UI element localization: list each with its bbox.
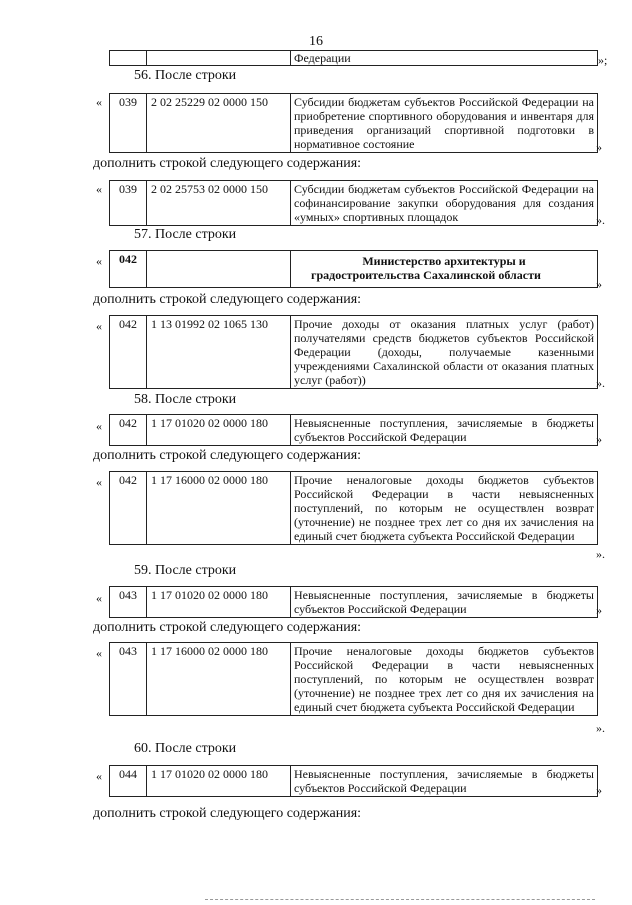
opening-quote: «	[96, 475, 102, 489]
closing-quote: »	[596, 140, 602, 154]
table-row	[109, 93, 598, 153]
opening-quote: «	[96, 419, 102, 433]
add-instruction: дополнить строкой следующего содержания:	[93, 292, 362, 307]
section-heading: 58. После строки	[134, 392, 237, 407]
page-number: 16	[309, 34, 323, 49]
opening-quote: «	[96, 769, 102, 783]
closing-quote: »	[596, 432, 602, 446]
budget-code: 1 17 01020 02 0000 180	[147, 766, 291, 797]
row-text: Субсидии бюджетам субъектов Российской Федерации на софинансирование закупки оборудования для создания «умных» спортивных площадок	[291, 181, 598, 226]
budget-code: 1 17 01020 02 0000 180	[147, 415, 291, 446]
opening-quote: «	[96, 254, 102, 268]
closing-quote: »	[596, 603, 602, 617]
budget-code: 1 13 01992 02 1065 130	[147, 316, 291, 389]
closing-quote: »	[596, 783, 602, 797]
admin-code: 043	[110, 587, 147, 618]
row-text: Прочие доходы от оказания платных услуг (работ) получателями средств бюджетов субъектов Российской Федерации (доходы, получаемые казенными учреждениями Сахалинской области от оказания платных услуг (работ))	[291, 316, 598, 389]
row-text: Прочие неналоговые доходы бюджетов субъектов Российской Федерации в части невыясненных поступлений, по которым не осуществлен возврат (уточнение) не позднее трех лет со дня их зачисления на единый счет бюджета субъекта Российской Федерации	[291, 472, 598, 545]
admin-code: 042	[110, 316, 147, 389]
budget-code: 1 17 01020 02 0000 180	[147, 587, 291, 618]
budget-code	[147, 251, 291, 288]
row-text: Прочие неналоговые доходы бюджетов субъектов Российской Федерации в части невыясненных поступлений, по которым не осуществлен возврат (уточнение) не позднее трех лет со дня их зачисления на единый счет бюджета субъекта Российской Федерации	[291, 643, 598, 716]
opening-quote: «	[96, 182, 102, 196]
add-instruction: дополнить строкой следующего содержания:	[93, 806, 362, 821]
table-row	[109, 414, 598, 446]
row-text: Министерство архитектуры и градостроительства Сахалинской области	[291, 251, 598, 288]
closing-quote: ».	[596, 376, 605, 390]
table-row	[109, 765, 598, 797]
table-row	[109, 180, 598, 226]
table-row	[109, 471, 598, 545]
admin-code: 042	[110, 472, 147, 545]
add-instruction: дополнить строкой следующего содержания:	[93, 620, 362, 635]
section-heading: 57. После строки	[134, 227, 237, 242]
row-text: Невыясненные поступления, зачисляемые в бюджеты субъектов Российской Федерации	[291, 766, 598, 797]
closing-quote: ».	[596, 721, 605, 735]
opening-quote: «	[96, 319, 102, 333]
add-instruction: дополнить строкой следующего содержания:	[93, 156, 362, 171]
row-text: Невыясненные поступления, зачисляемые в бюджеты субъектов Российской Федерации	[291, 587, 598, 618]
closing-quote: »;	[598, 53, 608, 67]
page-edge-line	[205, 899, 595, 900]
admin-code: 042	[110, 251, 147, 288]
budget-code: 2 02 25229 02 0000 150	[147, 94, 291, 153]
section-heading: 60. После строки	[134, 741, 237, 756]
closing-quote: ».	[596, 547, 605, 561]
admin-code: 039	[110, 94, 147, 153]
budget-code: 1 17 16000 02 0000 180	[147, 472, 291, 545]
admin-code: 043	[110, 643, 147, 716]
opening-quote: «	[96, 95, 102, 109]
budget-code: 2 02 25753 02 0000 150	[147, 181, 291, 226]
table-row	[109, 315, 598, 389]
budget-code: 1 17 16000 02 0000 180	[147, 643, 291, 716]
admin-code: 044	[110, 766, 147, 797]
row-text: Федерации	[291, 51, 598, 66]
row-text: Невыясненные поступления, зачисляемые в бюджеты субъектов Российской Федерации	[291, 415, 598, 446]
table-row	[109, 642, 598, 716]
closing-quote: ».	[596, 213, 605, 227]
section-heading: 59. После строки	[134, 563, 237, 578]
table-row	[109, 250, 598, 288]
opening-quote: «	[96, 646, 102, 660]
section-heading: 56. После строки	[134, 68, 237, 83]
table-row	[109, 586, 598, 618]
row-text: Субсидии бюджетам субъектов Российской Федерации на приобретение спортивного оборудования и инвентаря для приведения организаций спортивной подготовки в нормативное состояние	[291, 94, 598, 153]
closing-quote: »	[596, 277, 602, 291]
add-instruction: дополнить строкой следующего содержания:	[93, 448, 362, 463]
admin-code: 042	[110, 415, 147, 446]
admin-code: 039	[110, 181, 147, 226]
opening-quote: «	[96, 591, 102, 605]
table-row	[109, 50, 598, 66]
